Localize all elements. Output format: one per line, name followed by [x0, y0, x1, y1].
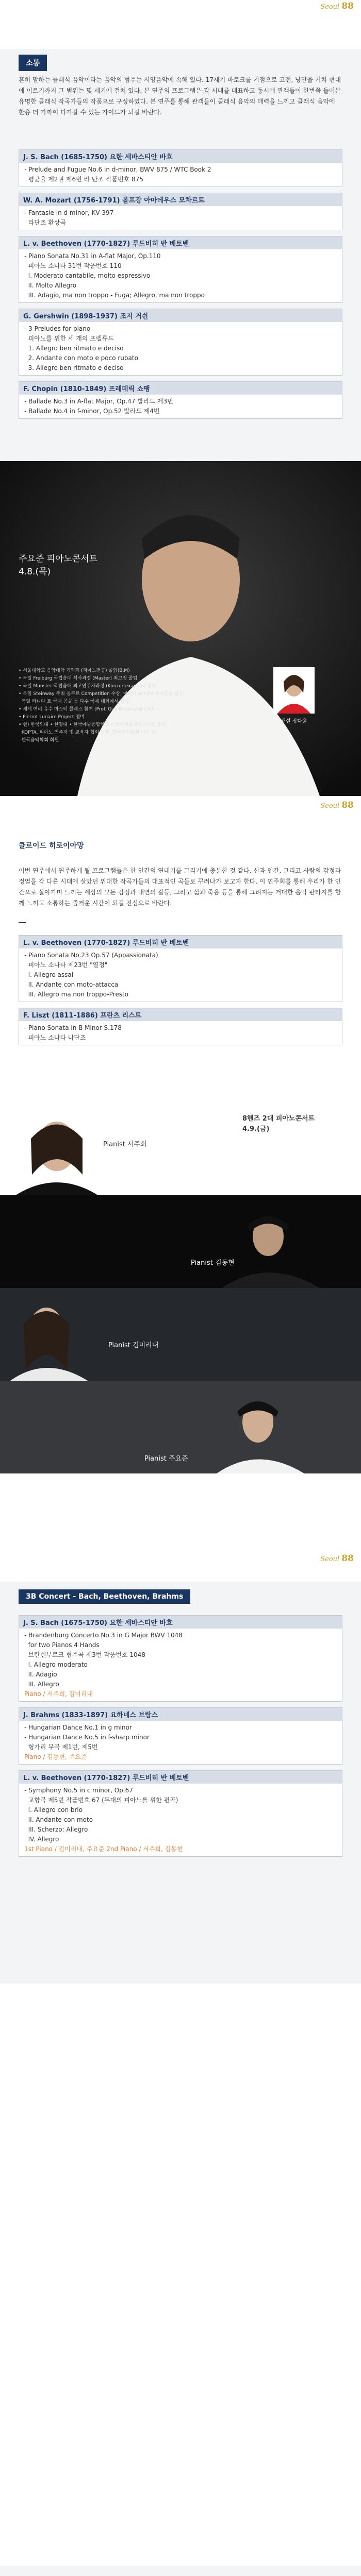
concert1-block [0, 461, 361, 796]
program-line: II. Andante con moto [24, 1816, 93, 1823]
program-line: for two Pianos 4 Hands [24, 1641, 100, 1649]
program-item [19, 149, 342, 187]
performer-note: Piano / 김동현, 주요준 [24, 1753, 87, 1760]
composer-heading: L. v. Beethoven (1770-1827) 루드비히 반 베토벤 [19, 236, 342, 249]
program-item [19, 1615, 342, 1702]
program-line: - Piano Sonata No.31 in A-flat Major, Op.110 [24, 252, 161, 260]
program-line: 피아노 소나타 나단조 [24, 1034, 86, 1041]
program-lines [19, 249, 342, 302]
pianist-name-1: Pianist 서주희 [103, 1141, 147, 1148]
program-line: I. Allegro con brio [24, 1806, 83, 1814]
section1-title: 소통 [19, 55, 47, 71]
partner-label: 해설 장다윤 [281, 719, 307, 724]
composer-heading: L. v. Beethoven (1770-1827) 루드비히 반 베토벤 [19, 936, 342, 948]
bio-line: • Pierrot Lunaire Project 멤버 [19, 715, 85, 720]
program-item [19, 309, 342, 376]
composer-heading: L. v. Beethoven (1770-1827) 루드비히 반 베토벤 [19, 1771, 342, 1784]
program-line: 피아노 소나타 제23번 "열정" [24, 961, 108, 969]
brand-mark: 88 [341, 800, 354, 810]
brand-mark: 88 [341, 1553, 354, 1564]
composer-heading: J. S. Bach (1675-1750) 요한 세바스티안 바흐 [19, 1616, 342, 1629]
program-line: - Fantasie in d minor, KV 397 [24, 209, 114, 216]
program-line: II. Molto Allegro [24, 282, 77, 289]
program-line: 교향곡 제5번 작품번호 67 (두대의 피아노를 위한 편곡) [24, 1797, 178, 1804]
concert2-title: 8핸즈 2대 피아노콘서트 [242, 1115, 315, 1123]
program-line: I. Allegro assai [24, 971, 74, 978]
program-line: 3. Allegro ben ritmato e deciso [24, 364, 124, 371]
bio-line: • 독일 Steinway 주최 콩쿠르 Competition 수상, 이태리 Achille 국제콩쿨 입상, [19, 691, 185, 697]
program-line: - Symphony No.5 in c minor, Op.67 [24, 1787, 133, 1794]
program-line: IV. Allegro [24, 1836, 59, 1843]
section2-title: 클로이드 히로이아망 [19, 837, 91, 854]
composer-heading: F. Liszt (1811-1886) 프란츠 리스트 [19, 1008, 342, 1021]
brand-logo [320, 1553, 354, 1564]
section3-title: 3B Concert - Bach, Beethoven, Brahms [19, 1589, 190, 1604]
program-line: - 3 Preludes for piano [24, 325, 91, 332]
program-line: I. Allegro moderato [24, 1661, 88, 1668]
program-lines [19, 1629, 342, 1701]
footer [0, 2566, 361, 2576]
pianist-photo-1 [0, 461, 361, 796]
program-lines [19, 948, 342, 1002]
performer-note: Piano / 서주희, 김미리내 [24, 1690, 93, 1698]
bio-list [19, 667, 276, 744]
pianist-photo-kim [0, 1195, 361, 1288]
program-line: II. Andante con moto-attacca [24, 981, 119, 988]
pianist-name-2: Pianist 김동현 [191, 1259, 235, 1267]
program-line: - Ballade No.3 in A-flat Major, Op.47 발라드 제3번 [24, 398, 173, 405]
composer-heading: W. A. Mozart (1756-1791) 볼프강 아마데우스 모차르트 [19, 193, 342, 206]
program-line: - Prelude and Fugue No.6 in d-minor, BWV 875 / WTC Book 2 [24, 166, 211, 173]
bio-line: • 서울대학교 음악대학 기악과 (피아노전공) 졸업(B.M) [19, 668, 130, 673]
program-line: III. Adagio, ma non troppo - Fuga; Allegro, ma non troppo [24, 292, 205, 299]
program-line: - Piano Sonata No.23 Op.57 (Appassionata) [24, 952, 158, 959]
bio-line: • 현) 한국외대 • 한양대 • 한국예술종합학교 • 한국예술영재교육원 출강, [19, 722, 168, 727]
program-item [19, 935, 342, 1002]
program-lines [19, 206, 342, 230]
program-line: 브란덴부르크 협주곡 제3번 작품번호 1048 [24, 1651, 145, 1658]
bio-line: • 독일 Freiburg 국립음대 석사과정 (Master) 최고점 졸업 [19, 676, 138, 681]
performer-note: 1st Piano / 김미리내, 주요준 2nd Piano / 서주희, 김동현 [24, 1845, 183, 1853]
brand-prefix: Seoul [320, 3, 340, 11]
composer-heading: J. Brahms (1833-1897) 요하네스 브람스 [19, 1708, 342, 1721]
brand-prefix: Seoul [320, 802, 340, 810]
program-item [19, 1008, 342, 1045]
brand-logo [320, 1, 354, 11]
composer-heading: F. Chopin (1810-1849) 프레데릭 쇼팽 [19, 382, 342, 395]
pianist-name-4: Pianist 주요준 [144, 1455, 188, 1463]
program-line: 라단조 환상곡 [24, 219, 66, 226]
program-line: - Hungarian Dance No.1 in g minor [24, 1724, 132, 1731]
program-line: I. Moderato cantabile, molto espressivo [24, 272, 151, 279]
divider [19, 922, 26, 923]
bio-line: KOPTA, 피아노 연주자 및 교육자 협회 단원, 한국음악협회 이사 및 [19, 730, 156, 735]
program-line: 평균율 제2권 제6번 라 단조 작품번호 875 [24, 176, 143, 183]
program-lines [19, 1721, 342, 1764]
program-line: III. Allegro ma non troppo-Presto [24, 991, 129, 998]
brand-prefix: Seoul [320, 1555, 340, 1563]
pianist-name-3: Pianist 김미리내 [108, 1342, 159, 1349]
concert1-date: 4.8.(목) [19, 567, 51, 577]
program-line: - Ballade No.4 in f-minor, Op.52 발라드 제4번 [24, 408, 160, 415]
program-lines [19, 1021, 342, 1045]
composer-heading: J. S. Bach (1685-1750) 요한 세바스티안 바흐 [19, 150, 342, 163]
brand-mark: 88 [341, 1, 354, 11]
bio-line: 한국음악학회 회원 [19, 738, 59, 743]
program-lines [19, 1784, 342, 1856]
program-lines [19, 163, 342, 187]
program-line: 1. Allegro ben ritmato e deciso [24, 345, 124, 352]
pianist-photo-mirinae [0, 1288, 361, 1381]
program-line: III. Allegro [24, 1681, 59, 1688]
program-item [19, 236, 342, 303]
program-item [19, 193, 342, 230]
program-line: 2. Andante con moto e poco rubato [24, 354, 138, 362]
program-line: - Hungarian Dance No.5 in f-sharp minor [24, 1734, 150, 1741]
composer-heading: G. Gershwin (1898-1937) 조지 거쉰 [19, 309, 342, 322]
partner-photo [273, 667, 315, 714]
program-line: 피아노 소나타 31번 작품번호 110 [24, 262, 122, 269]
section1-intro: 흔히 말하는 클래식 음악이라는 음악의 범주는 서양음악에 속해 있다. 17세기 바로크를 기점으로 고전, 낭만을 거쳐 현대에 이르기까지 그 범위는 몇 세기에 걸쳐 있다. 본 연주의 프로그램은 각 시대를 대표하고 동시에 관객들이 한번쯤 들어본 유명한 클래식 작곡가들의 작품으로 구성하였다. 본 연주를 통해 관객들이 클래식 음악의 매력을 느끼고 클래식 음악에 한층 더 가까이 다가갈 수 있는 가이드가 되길 바란다. [19, 76, 341, 116]
brand-logo [320, 800, 354, 810]
bio-line: • 독일 Munster 국립음대 최고연주자과정 (Konzertexamen) 졸업 [19, 684, 156, 689]
concert2-date: 4.9.(금) [242, 1125, 270, 1133]
program-item [19, 1770, 342, 1857]
program-line: III. Scherzo: Allegro [24, 1826, 88, 1833]
program-line: - Brandenburg Concerto No.3 in G Major BWV 1048 [24, 1632, 183, 1639]
pianists-block [0, 1103, 361, 1556]
program-line: - Piano Sonata in B Minor S.178 [24, 1024, 122, 1031]
program-line: 피아노를 위한 세 개의 프렐류드 [24, 335, 114, 342]
program-item [19, 381, 342, 419]
program-lines [19, 322, 342, 375]
bio-line: • 세계 여러 유수 마스터 클래스 참여 (Prof. Guy Breumstein 외) [19, 707, 153, 712]
program-item [19, 1707, 342, 1765]
program-lines [19, 395, 342, 418]
program-line: II. Adagio [24, 1671, 57, 1678]
bio-line: 독일 라니다 트 국제 콩쿨 등 다수 국제 대회에서 입상 [19, 699, 129, 704]
program-line: 헝가리 무곡 제1번, 제5번 [24, 1743, 98, 1751]
concert1-title: 주요준 피아노콘서트 [19, 554, 98, 564]
section2-intro: 이번 연주에서 연주하게 될 프로그램들은 한 인간의 연대기를 그리기에 충분한 것 같다. 신과 인간, 그리고 사람의 감정과 정열을 각 다른 시대에 살았던 위대한 작곡가들의 대표적인 곡들로 꾸려나가 보고자 한다. 이 연주회를 통해 우리가 한 인간으로 살아가며 느끼는 세상의 모든 감정과 내면의 갈등, 그리고 삶과 죽음 등을 통해 그려지는 거대한 음악 판타지를 함께 느끼고 소통하는 즐거운 시간이 되길 진심으로 바란다. [19, 867, 341, 907]
